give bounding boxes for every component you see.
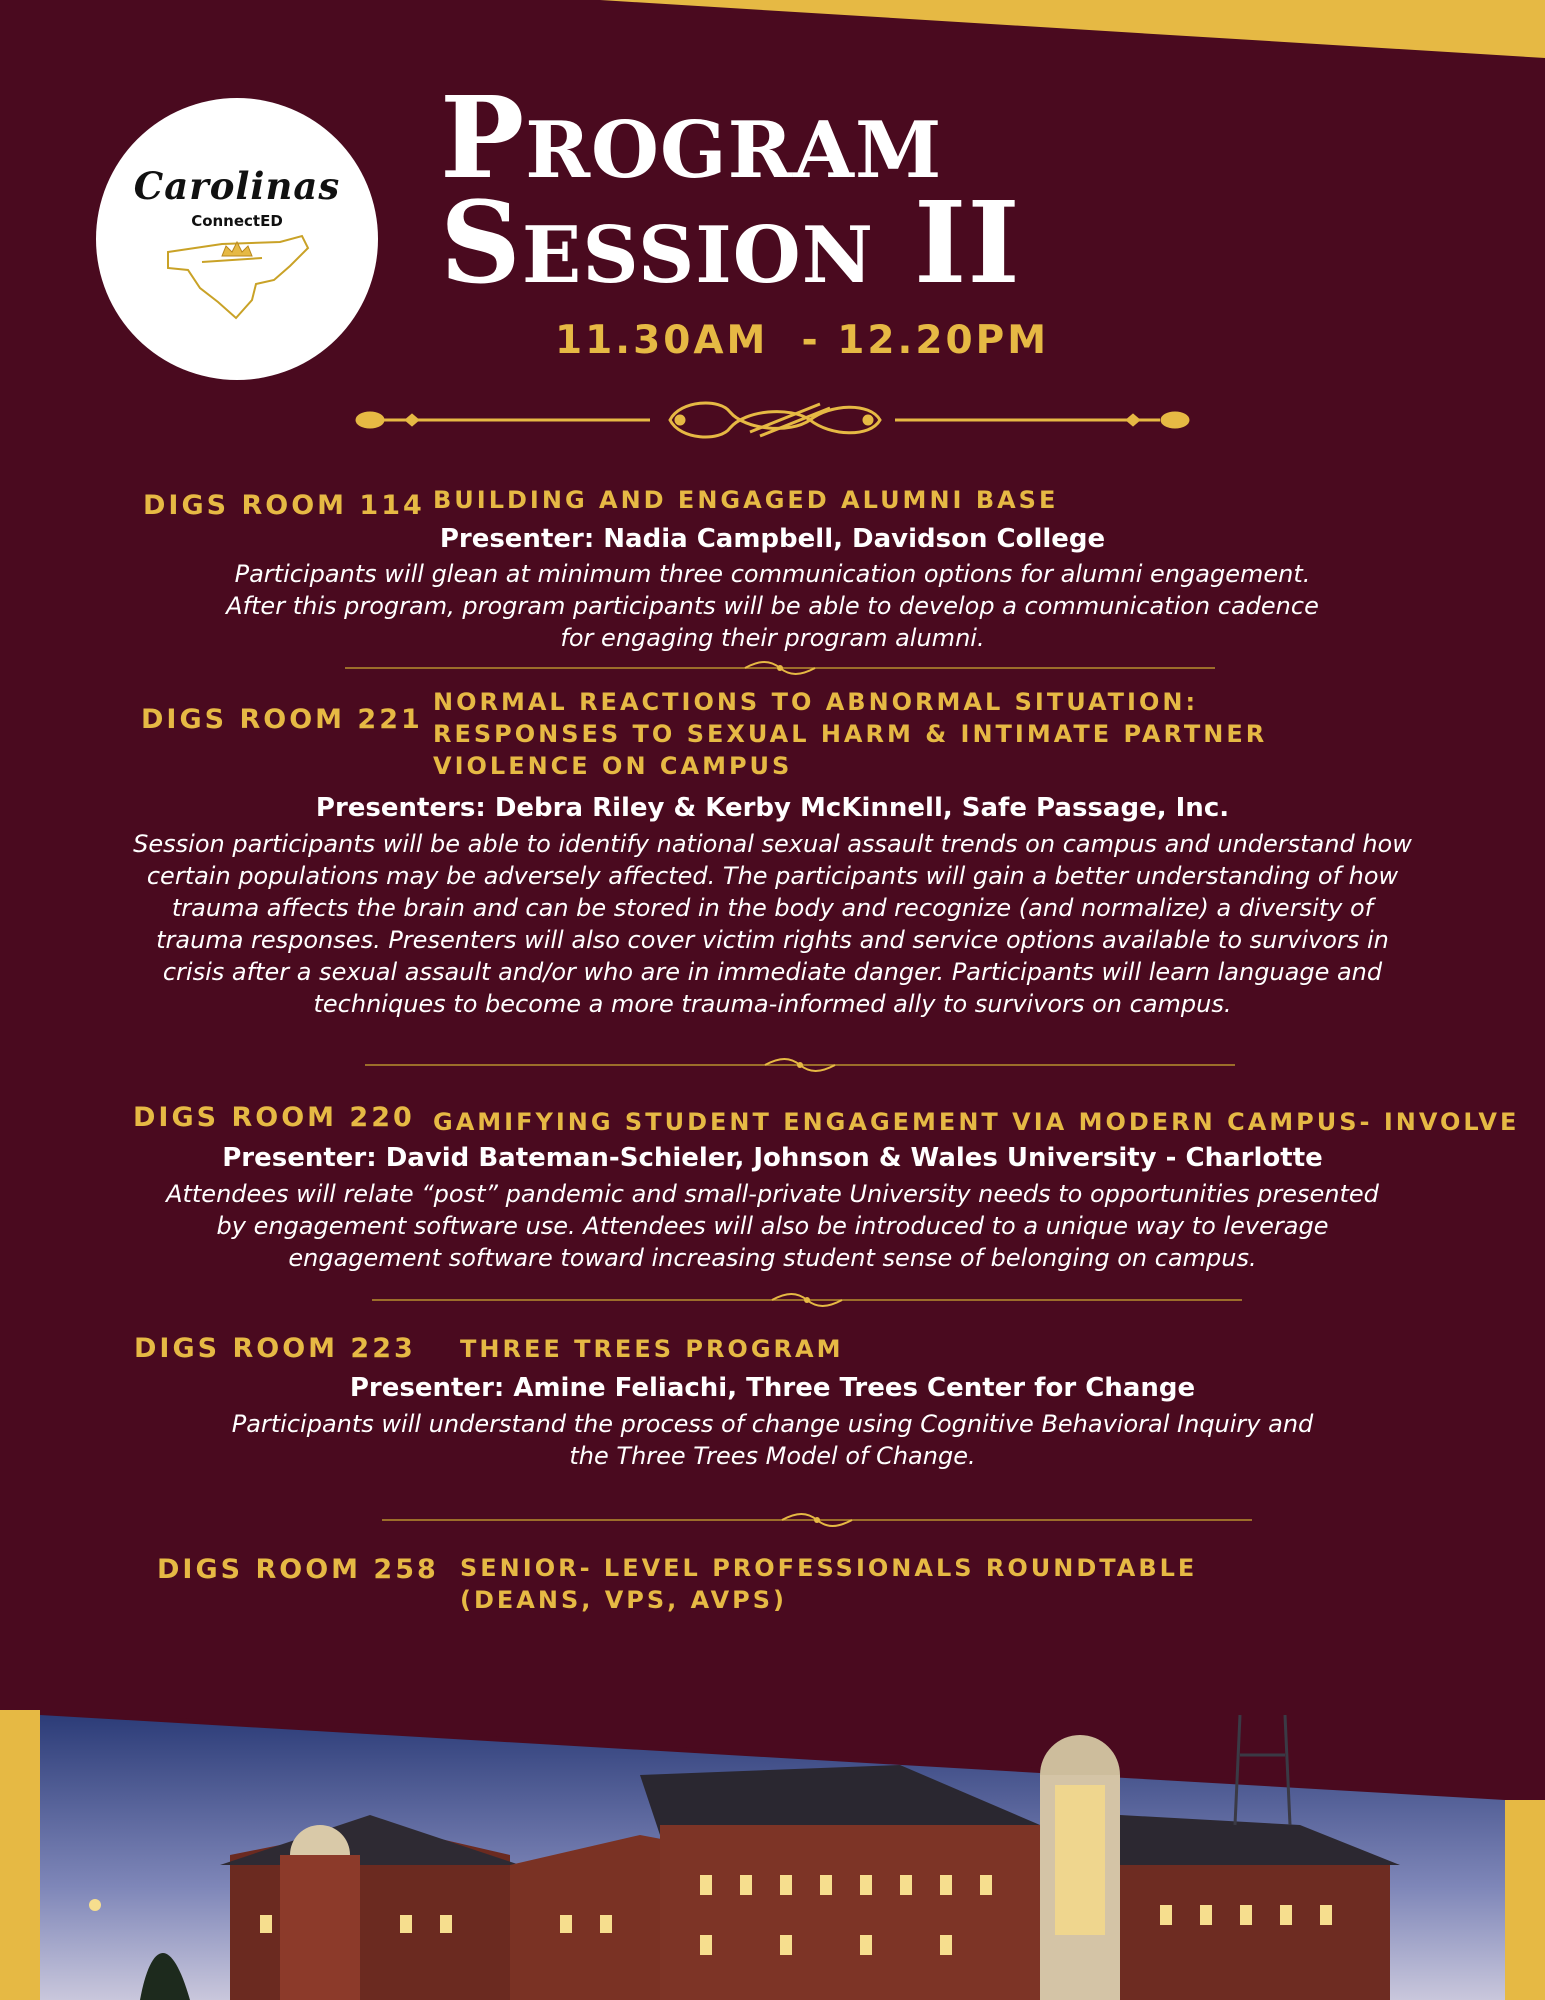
session-5-room: DIGS ROOM 258 — [157, 1554, 439, 1585]
session-2-room: DIGS ROOM 221 — [141, 704, 423, 735]
description-line: Participants will glean at minimum three communication options for alumni engagement. — [234, 560, 1311, 588]
title-line-2: Session II — [440, 178, 1021, 309]
description-line: for engaging their program alumni. — [560, 624, 985, 652]
description-line: trauma affects the brain and can be stored in the body and recognize (and normalize) a diversity of — [171, 894, 1374, 922]
session-3-title: GAMIFYING STUDENT ENGAGEMENT VIA MODERN CAMPUS- INVOLVE — [433, 1108, 1520, 1136]
session-4-room: DIGS ROOM 223 — [134, 1333, 416, 1364]
section-divider — [382, 1510, 1252, 1530]
session-4-description — [0, 1408, 1545, 1472]
description-line: the Three Trees Model of Change. — [569, 1442, 976, 1470]
carolinas-map-icon — [162, 222, 312, 322]
session-2-presenter: Presenters: Debra Riley & Kerby McKinnell, Safe Passage, Inc. — [315, 793, 1230, 823]
description-line: Participants will understand the process of change using Cognitive Behavioral Inquiry and — [231, 1410, 1314, 1438]
description-line: trauma responses. Presenters will also cover victim rights and service options available to survivors in — [156, 926, 1389, 954]
campus-building-photo — [40, 1715, 1505, 2000]
description-line: crisis after a sexual assault and/or who are in immediate danger. Participants will learn language and — [162, 958, 1383, 986]
page-title — [440, 73, 1100, 309]
session-1-title: BUILDING AND ENGAGED ALUMNI BASE — [433, 486, 1059, 514]
logo-word: Carolinas — [133, 164, 341, 208]
description-line: After this program, program participants will be able to develop a communication cadence — [226, 592, 1319, 620]
description-line: engagement software toward increasing student sense of belonging on campus. — [288, 1244, 1257, 1272]
section-divider — [365, 1055, 1235, 1075]
description-line: by engagement software use. Attendees will also be introduced to a unique way to leverage — [216, 1212, 1329, 1240]
ornament-divider-icon — [350, 390, 1195, 450]
session-3-room: DIGS ROOM 220 — [133, 1102, 415, 1133]
gold-accent-left — [0, 1710, 40, 2000]
section-divider — [345, 658, 1215, 678]
description-line: techniques to become a more trauma-informed ally to survivors on campus. — [313, 990, 1232, 1018]
title-line-1: Program — [440, 73, 943, 204]
title-line: RESPONSES TO SEXUAL HARM & INTIMATE PARTNER — [433, 720, 1268, 748]
section-divider — [372, 1290, 1242, 1310]
logo — [96, 98, 378, 380]
session-3-presenter: Presenter: David Bateman-Schieler, Johnson & Wales University - Charlotte — [222, 1143, 1323, 1173]
session-3-description — [0, 1178, 1545, 1274]
description-line: Session participants will be able to identify national sexual assault trends on campus and understand how — [133, 830, 1412, 858]
description-line: certain populations may be adversely affected. The participants will gain a better understanding of how — [146, 862, 1399, 890]
logo-subword: ConnectED — [191, 212, 283, 230]
description-line: Attendees will relate “post” pandemic and small-private University needs to opportunities presented — [166, 1180, 1379, 1208]
session-time: 11.30AM - 12.20PM — [555, 318, 1050, 363]
session-5-title — [460, 1552, 1197, 1616]
session-1-description — [0, 558, 1545, 654]
session-4-presenter: Presenter: Amine Feliachi, Three Trees Center for Change — [349, 1373, 1196, 1403]
gold-accent-right — [1505, 1800, 1545, 2000]
session-1-presenter: Presenter: Nadia Campbell, Davidson College — [439, 524, 1106, 554]
session-4-title: THREE TREES PROGRAM — [460, 1335, 844, 1363]
title-line: VIOLENCE ON CAMPUS — [433, 752, 793, 780]
title-line: (DEANS, VPS, AVPS) — [460, 1586, 787, 1614]
title-line: SENIOR- LEVEL PROFESSIONALS ROUNDTABLE — [460, 1554, 1198, 1582]
session-1-room: DIGS ROOM 114 — [143, 490, 425, 521]
gold-banner-top — [0, 0, 1545, 60]
session-2-description — [0, 828, 1545, 1020]
session-2-title — [433, 686, 1267, 782]
title-line: NORMAL REACTIONS TO ABNORMAL SITUATION: — [433, 688, 1199, 716]
